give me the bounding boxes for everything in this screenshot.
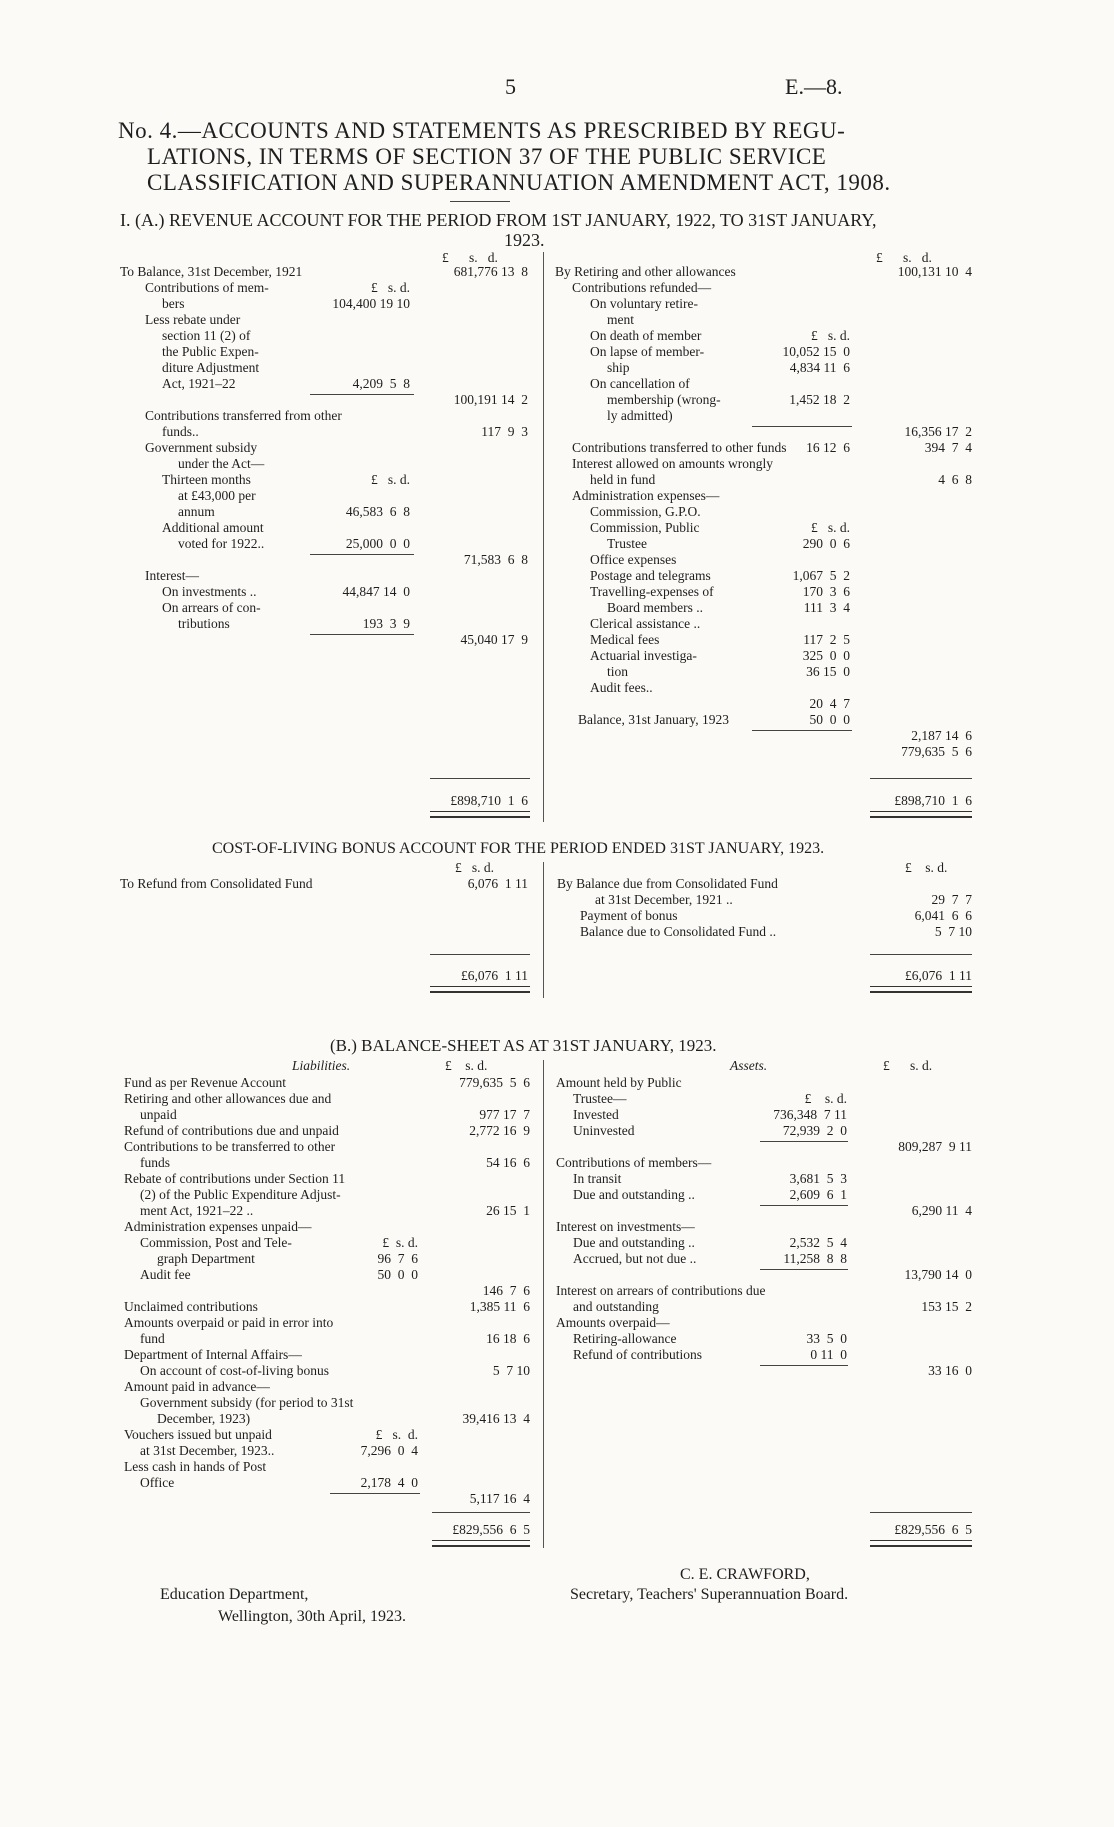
rule [870,1512,972,1513]
rev-right-inner: 10,052 15 0 [782,344,850,359]
rev-left-amount: 681,776 13 8 [453,264,528,279]
asset-line: Retiring-allowance [573,1331,677,1346]
rev-right-line: On cancellation of [590,376,690,391]
rev-right-line: Actuarial investiga- [590,648,697,663]
rev-right-line: held in fund [590,472,656,487]
rev-left-amount: 100,191 14 2 [453,392,528,407]
liab-inner: £ s. d. [375,1427,418,1442]
bonus-right-line: Payment of bonus [580,908,678,923]
rev-right-line: Contributions refunded— [572,280,712,295]
liab-amount: 977 17 7 [479,1107,530,1122]
title-line-1: No. 4.—ACCOUNTS AND STATEMENTS AS PRESCRIBED BY REGU- [118,118,846,143]
rev-right-line: Trustee [607,536,648,551]
rev-right-line: Contributions transferred to other funds [572,440,787,455]
rev-right-inner: 117 2 5 [803,632,850,647]
rev-left-total: £898,710 1 6 [450,793,528,808]
rev-left-line: tributions [178,616,230,631]
rev-left-amount: 45,040 17 9 [460,632,528,647]
rev-left-line: Government subsidy [145,440,258,455]
signatory-name: C. E. CRAWFORD, [680,1566,810,1583]
rev-right-amount: 779,635 5 6 [901,744,972,759]
rev-right-inner: 50 0 0 [809,712,850,727]
asset-inner: 72,939 2 0 [782,1123,847,1138]
rev-right-line: By Retiring and other allowances [555,264,736,279]
liab-line: Refund of contributions due and unpaid [124,1123,339,1138]
liab-line: graph Department [157,1251,255,1266]
liab-line: Retiring and other allowances due and [124,1091,332,1106]
liab-inner: 50 0 0 [377,1267,418,1282]
asset-inner: 2,609 6 1 [789,1187,847,1202]
rev-left-line: under the Act— [178,456,265,471]
liab-line: at 31st December, 1923.. [140,1443,275,1458]
asset-amount: 13,790 14 0 [904,1267,972,1282]
liab-line: fund [140,1331,165,1346]
rev-right-inner: 290 0 6 [802,536,850,551]
asset-line: Invested [573,1107,619,1122]
asset-line: Amounts overpaid— [556,1315,670,1330]
title-line-3: CLASSIFICATION AND SUPERANNUATION AMENDMENT ACT, 1908. [147,170,891,195]
rev-right-line: ment [607,312,634,327]
liab-line: Contributions to be transferred to other [124,1139,336,1154]
rule [310,554,414,555]
rev-right-line: On lapse of member- [590,344,705,359]
liab-amount: 5,117 16 4 [469,1491,530,1506]
rev-right-line: On voluntary retire- [590,296,698,311]
balance-heading: (B.) BALANCE-SHEET AS AT 31ST JANUARY, 1923. [330,1036,717,1055]
rev-right-inner: 36 15 0 [806,664,850,679]
rule [870,954,972,955]
liab-line: funds [140,1155,170,1170]
liab-line: Amount paid in advance— [124,1379,270,1394]
rev-right-inner: 16 12 6 [806,440,850,455]
liab-inner: 7,296 0 4 [360,1443,418,1458]
rev-right-amount: 100,131 10 4 [897,264,972,279]
liab-inner: £ s. d. [382,1235,418,1250]
bonus-right-amount: 29 7 7 [931,892,972,907]
rev-left-inner: £ s. d. [370,472,410,487]
asset-line: Refund of contributions [573,1347,702,1362]
rev-right-inner: £ s. d. [810,328,850,343]
asset-line: Amount held by Public [556,1075,682,1090]
signatory-role: Secretary, Teachers' Superannuation Board. [570,1586,849,1603]
liab-line: December, 1923) [157,1411,251,1426]
page-number: 5 [505,74,516,99]
double-rule [870,986,972,993]
double-rule [870,811,972,818]
rev-left-line: the Public Expen- [162,344,259,359]
paper-code: E.—8. [785,74,843,99]
bonus-right-line: at 31st December, 1921 .. [595,892,733,907]
bonus-left-text: To Refund from Consolidated Fund [120,876,313,891]
rule [432,1512,530,1513]
rev-right-inner: 170 3 6 [802,584,850,599]
rev-left-line: bers [162,296,185,311]
rev-right-line: ly admitted) [607,408,673,423]
liab-line: Vouchers issued but unpaid [124,1427,272,1442]
liab-amount: 54 16 6 [486,1155,530,1170]
double-rule [432,1540,530,1547]
rule [430,954,530,955]
rule [752,426,852,427]
revenue-left-col-header: £ s. d. [442,250,498,265]
rev-right-amount: 394 7 4 [924,440,972,455]
liab-line: Fund as per Revenue Account [124,1075,286,1090]
divider [450,201,510,202]
liab-line: (2) of the Public Expenditure Adjust- [140,1187,341,1202]
rule [870,778,972,779]
rev-left-inner: 193 3 9 [362,616,410,631]
liab-line: ment Act, 1921–22 .. [140,1203,254,1218]
rule [752,730,852,731]
bonus-right-header: £ s. d. [905,860,948,875]
rev-left-amount: 71,583 6 8 [463,552,528,567]
asset-line: Trustee— [573,1091,627,1106]
liabilities-label: Liabilities. [292,1058,351,1073]
liab-inner: 2,178 4 0 [360,1475,418,1490]
rev-left-line: Less rebate under [145,312,241,327]
rev-right-line: membership (wrong- [607,392,721,407]
rule [310,634,414,635]
asset-amount: 153 15 2 [921,1299,972,1314]
bonus-left-amount: 6,076 1 11 [467,876,528,891]
rule [760,1141,848,1142]
rev-left-inner: 104,400 19 10 [332,296,410,311]
liab-line: Department of Internal Affairs— [124,1347,302,1362]
bonus-right-line: By Balance due from Consolidated Fund [557,876,778,891]
liab-amount: 779,635 5 6 [459,1075,530,1090]
rev-right-line: tion [607,664,629,679]
asset-line: Contributions of members— [556,1155,712,1170]
rev-left-line: section 11 (2) of [162,328,251,343]
bonus-right-line: Balance due to Consolidated Fund .. [580,924,777,939]
liab-line: Government subsidy (for period to 31st [140,1395,354,1410]
asset-inner: £ s. d. [804,1091,847,1106]
bonus-left-total: £6,076 1 11 [461,968,528,983]
rev-right-line: Clerical assistance .. [590,616,701,631]
asset-line: Interest on investments— [556,1219,695,1234]
department: Education Department, [160,1586,309,1603]
liab-amount: 16 18 6 [486,1331,530,1346]
liab-line: Less cash in hands of Post [124,1459,267,1474]
balance-center-rule [543,1060,544,1548]
liab-line: On account of cost-of-living bonus [140,1363,329,1378]
rule [760,1269,848,1270]
asset-amount: 6,290 11 4 [911,1203,972,1218]
asset-line: and outstanding [573,1299,659,1314]
title-line-2: LATIONS, IN TERMS OF SECTION 37 OF THE PUBLIC SERVICE [147,144,827,169]
rule [430,778,530,779]
rev-left-line: Additional amount [162,520,264,535]
rev-right-amount: 16,356 17 2 [904,424,972,439]
balance-left-header: £ s. d. [445,1058,488,1073]
revenue-center-rule [543,252,544,822]
rev-right-inner: 20 4 7 [809,696,850,711]
double-rule [430,811,530,818]
liab-line: Administration expenses unpaid— [124,1219,312,1234]
rev-right-inner: 325 0 0 [802,648,850,663]
liab-line: unpaid [140,1107,177,1122]
rev-left-inner: 4,209 5 8 [352,376,410,391]
rev-left-line: To Balance, 31st December, 1921 [120,264,303,279]
rev-right-line: Commission, G.P.O. [590,504,701,519]
rev-right-total: £898,710 1 6 [894,793,972,808]
rev-right-line: Balance, 31st January, 1923 [578,712,729,727]
rev-left-line: Contributions of mem- [145,280,269,295]
asset-line: Due and outstanding .. [573,1235,695,1250]
rev-left-line: Thirteen months [162,472,251,487]
rev-right-amount: 2,187 14 6 [911,728,972,743]
double-rule [430,986,530,993]
rev-left-line: diture Adjustment [162,360,260,375]
rev-left-line: Interest— [145,568,199,583]
liab-amount: 5 7 10 [492,1363,530,1378]
rev-left-inner: 44,847 14 0 [342,584,410,599]
rev-left-amount: 117 9 3 [481,424,528,439]
rule [310,394,414,395]
assets-label: Assets. [730,1058,768,1073]
asset-inner: 3,681 5 3 [789,1171,847,1186]
rev-left-line: Act, 1921–22 [162,376,236,391]
liab-line: Amounts overpaid or paid in error into [124,1315,334,1330]
rule [330,1493,420,1494]
asset-line: Due and outstanding .. [573,1187,695,1202]
bonus-heading: COST-OF-LIVING BONUS ACCOUNT FOR THE PERIOD ENDED 31ST JANUARY, 1923. [212,840,825,857]
rev-right-inner: £ s. d. [810,520,850,535]
asset-line: Uninvested [573,1123,635,1138]
rule [760,1365,848,1366]
double-rule [870,1540,972,1547]
asset-total: £829,556 6 5 [894,1522,972,1537]
liab-amount: 146 7 6 [482,1283,530,1298]
rev-left-line: Contributions transferred from other [145,408,342,423]
asset-inner: 11,258 8 8 [783,1251,847,1266]
rev-right-line: Medical fees [590,632,660,647]
rev-right-line: Postage and telegrams [590,568,711,583]
rev-right-inner: 4,834 11 6 [789,360,850,375]
rev-right-line: On death of member [590,328,702,343]
bonus-right-total: £6,076 1 11 [905,968,972,983]
liab-line: Office [140,1475,175,1490]
liab-inner: 96 7 6 [377,1251,418,1266]
place-date: Wellington, 30th April, 1923. [218,1608,407,1625]
rev-right-line: Administration expenses— [572,488,720,503]
rev-left-inner: 46,583 6 8 [345,504,410,519]
revenue-right-col-header: £ s. d. [876,250,932,265]
rev-left-inner: £ s. d. [370,280,410,295]
asset-amount: 33 16 0 [928,1363,972,1378]
asset-line: In transit [573,1171,622,1186]
rev-right-line: Office expenses [590,552,677,567]
asset-inner: 2,532 5 4 [789,1235,847,1250]
rev-right-line: Audit fees.. [590,680,653,695]
asset-inner: 736,348 7 11 [773,1107,847,1122]
asset-line: Accrued, but not due .. [573,1251,697,1266]
asset-inner: 0 11 0 [810,1347,847,1362]
liab-line: Commission, Post and Tele- [140,1235,292,1250]
rev-left-line: funds.. [162,424,199,439]
bonus-right-amount: 6,041 6 6 [914,908,972,923]
bonus-left-header: £ s. d. [455,860,495,875]
balance-right-header: £ s. d. [883,1058,933,1073]
liab-line: Audit fee [140,1267,191,1282]
rev-left-line: at £43,000 per [178,488,256,503]
rev-left-line: voted for 1922.. [178,536,265,551]
rev-left-line: annum [178,504,215,519]
asset-inner: 33 5 0 [806,1331,847,1346]
rev-left-line: On arrears of con- [162,600,261,615]
rev-right-line: Board members .. [607,600,703,615]
asset-line: Interest on arrears of contributions due [556,1283,766,1298]
rev-right-line: Travelling-expenses of [590,584,714,599]
liab-total: £829,556 6 5 [452,1522,530,1537]
rev-right-line: Interest allowed on amounts wrongly [572,456,773,471]
liab-amount: 39,416 13 4 [462,1411,530,1426]
rev-left-line: On investments .. [162,584,257,599]
rev-right-line: ship [607,360,630,375]
liab-line: Unclaimed contributions [124,1299,258,1314]
rev-right-amount: 4 6 8 [938,472,972,487]
rule [760,1205,848,1206]
rev-left-inner: 25,000 0 0 [345,536,410,551]
bonus-right-amount: 5 7 10 [934,924,972,939]
revenue-heading-year: 1923. [504,230,545,250]
liab-amount: 2,772 16 9 [469,1123,530,1138]
rev-right-inner: 1,452 18 2 [789,392,850,407]
liab-line: Rebate of contributions under Section 11 [124,1171,346,1186]
liab-amount: 1,385 11 6 [469,1299,530,1314]
liab-amount: 26 15 1 [486,1203,530,1218]
bonus-center-rule [543,862,544,998]
rev-right-line: Commission, Public [590,520,700,535]
revenue-heading: I. (A.) REVENUE ACCOUNT FOR THE PERIOD FROM 1ST JANUARY, 1922, TO 31ST JANUARY, [120,210,877,230]
rev-right-inner: 111 3 4 [803,600,850,615]
rev-right-inner: 1,067 5 2 [792,568,850,583]
asset-amount: 809,287 9 11 [898,1139,972,1154]
